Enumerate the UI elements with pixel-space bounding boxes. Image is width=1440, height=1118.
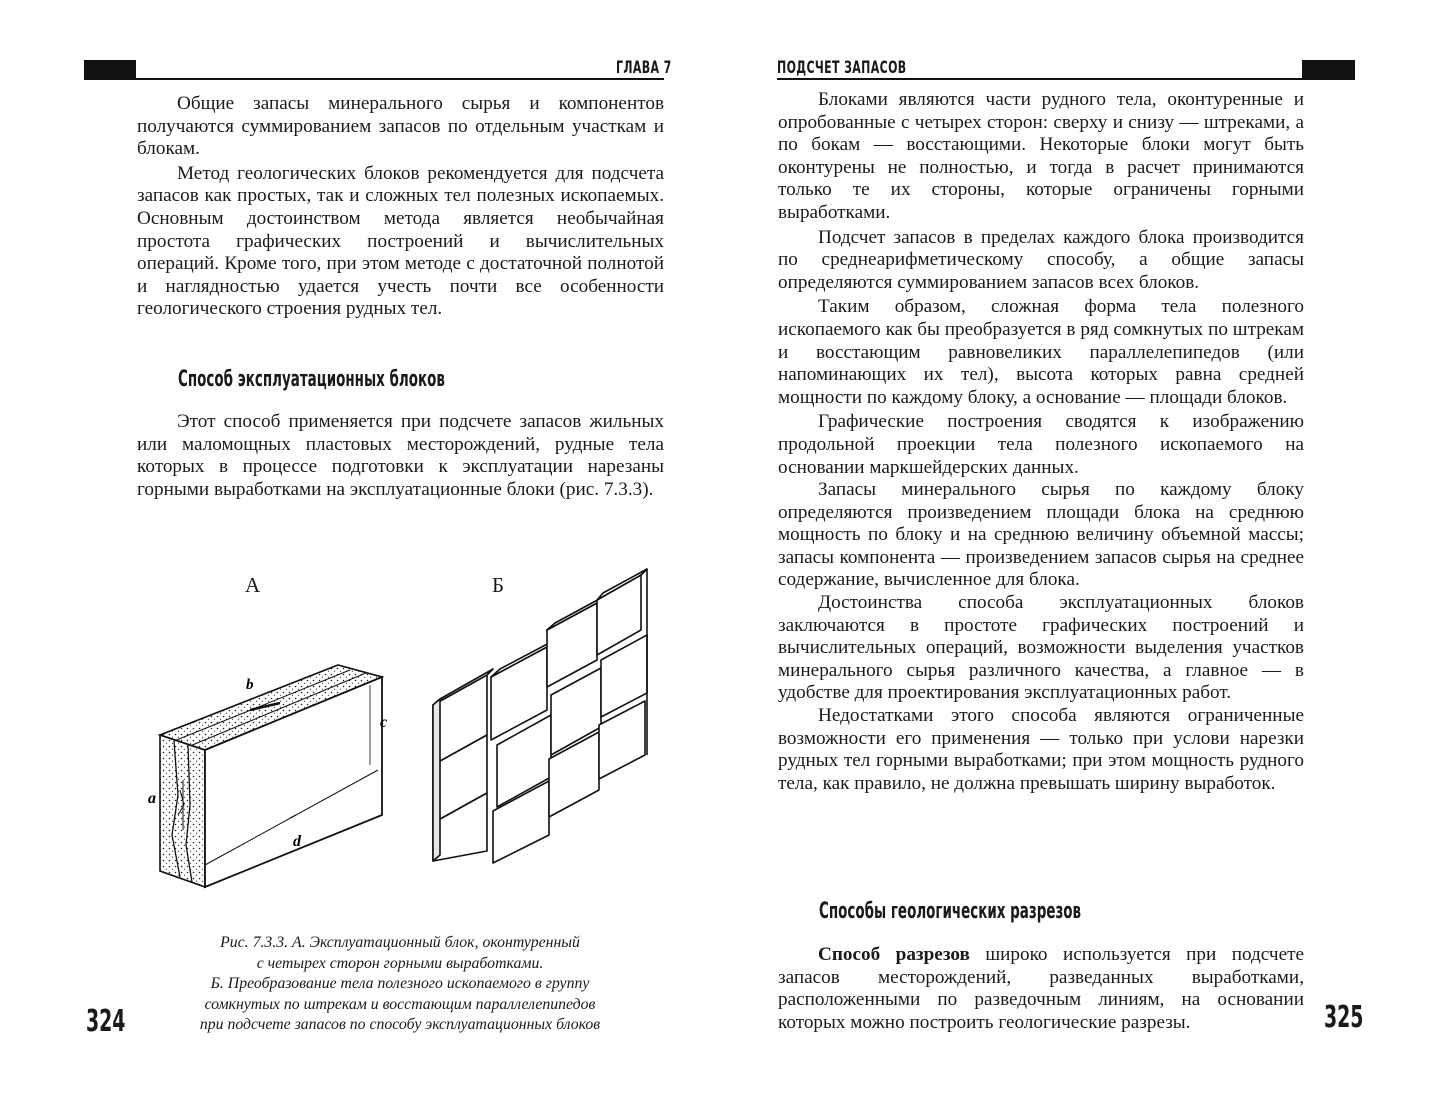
paragraph-rest: широко используется при подсчете запасов месторождений, разведанных выработками, расположенными по разведочным линиям, на основании которых можно построить геологические разрезы. <box>778 944 1304 1033</box>
caption-line: Б. Преобразование тела полезного ископаемого в группу <box>210 975 590 992</box>
left-text-method <box>137 411 664 501</box>
caption-line: сомкнутых по штрекам и восстающим параллелепипедов <box>204 995 596 1013</box>
paragraph: Таким образом, сложная форма тела полезного ископаемого как бы преобразуется в ряд сомкнутых по штрекам и восстающим равновеликих параллелепипедов (или напоминающих их тел), высота которых равна средней мощности по каждому блоку, а основание — площади блоков. <box>778 296 1304 408</box>
caption-line: с четырех сторон горными выработками. <box>256 954 544 972</box>
section-heading-left: Способ эксплуатационных блоков <box>178 367 445 392</box>
paragraph: Графические построения сводятся к изображению продольной проекции тела полезного ископаемого на основании маркшейдерских данных. <box>778 411 1304 478</box>
figure-b-parallelepipeds <box>425 565 660 865</box>
paragraph: Этот способ применяется при подсчете запасов жильных или маломощных пластовых месторождений, рудные тела которых в процессе подготовки к эксплуатации нарезаны горными выработками на эксплуатационные блоки (рис. 7.3.3). <box>137 411 664 500</box>
figure-label-b: Б <box>492 573 505 597</box>
header-rule-right <box>777 78 1355 80</box>
left-text-top <box>137 93 664 321</box>
right-page <box>720 0 1440 1118</box>
header-rule-left <box>84 78 664 80</box>
running-head-right: ПОДСЧЕТ ЗАПАСОВ <box>777 58 907 78</box>
paragraph: Запасы минерального сырья по каждому блоку определяются произведением площади блока на среднюю мощность по блоку и на среднюю величину объемной массы; запасы компонента — произведением запасов сырья на среднее содержание, вычисленное для блока. <box>778 479 1304 591</box>
paragraph: Метод геологических блоков рекомендуется для подсчета запасов как простых, так и сложных тел полезных ископаемых. Основным достоинством метода является необычайная простота графических построений и вычислительных операций. Кроме того, при этом методе с достаточной полнотой и наглядностью удается учесть почти все особенности геологического строения рудных тел. <box>137 162 664 320</box>
paragraph: Общие запасы минерального сырья и компонентов получаются суммированием запасов по отдельным участкам и блокам. <box>137 93 664 160</box>
header-bar-right <box>1302 60 1355 80</box>
page-number-right: 325 <box>1324 1000 1364 1035</box>
dimension-label-b: b <box>246 677 254 693</box>
figure-a-block <box>150 655 400 890</box>
paragraph: Недостатками этого способа являются ограниченные возможности его применения — только при услови нарезки рудных тел горными выработками; при этом мощность рудного тела, как правило, не должна превышать ширину выработок. <box>778 705 1304 794</box>
page-number-left: 324 <box>86 1004 126 1039</box>
running-head-left: ГЛАВА 7 <box>616 58 672 78</box>
header-bar-left <box>84 60 136 80</box>
dimension-label-c: c <box>380 714 388 731</box>
paragraph: Блоками являются части рудного тела, оконтуренные и опробованные с четырех сторон: сверху и снизу — штреками, а по бокам — восстающими. Некоторые блоки могут быть оконтурены не полностью, и тогда в расчет принимаются только те их стороны, которые ограничены горными выработками. <box>778 89 1304 223</box>
right-text-bottom <box>778 944 1304 1034</box>
dimension-label-d: d <box>293 833 301 850</box>
paragraph: Подсчет запасов в пределах каждого блока производится по среднеарифметическому способу, а общие запасы определяются суммированием запасов всех блоков. <box>778 226 1304 293</box>
section-heading-right: Способы геологических разрезов <box>819 899 1082 924</box>
dimension-label-a: a <box>148 790 156 807</box>
figure-caption <box>130 933 670 1036</box>
bold-term: Способ разрезов <box>818 944 970 965</box>
caption-line: при подсчете запасов по способу эксплуатационных блоков <box>199 1016 601 1033</box>
right-text <box>778 89 1304 795</box>
paragraph-sections <box>778 944 1304 1034</box>
paragraph: Достоинства способа эксплуатационных блоков заключаются в простоте графических построений и вычислительных операций, возможности выделения участков минерального сырья различного качества, а главное — в удобстве для проектирования эксплуатационных работ. <box>778 592 1304 704</box>
caption-line: Рис. 7.3.3. А. Эксплуатационный блок, оконтуренный <box>220 934 580 951</box>
figure-label-a: А <box>245 573 261 597</box>
